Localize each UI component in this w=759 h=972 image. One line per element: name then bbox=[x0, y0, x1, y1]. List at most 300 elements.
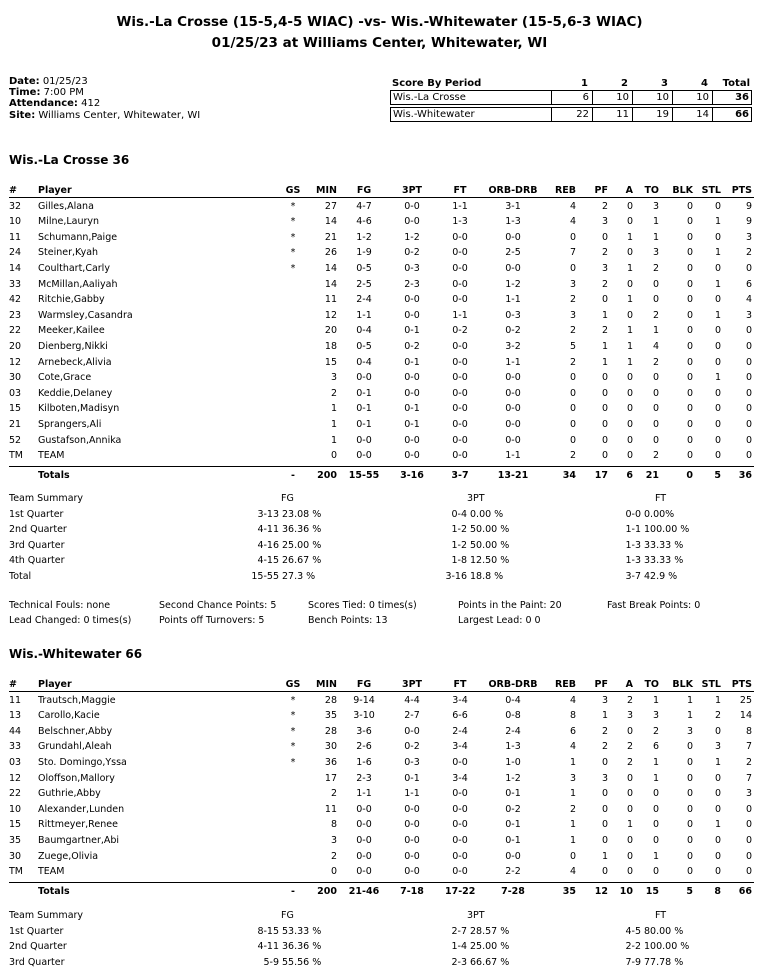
blocks: 0 bbox=[686, 200, 693, 212]
steals: 1 bbox=[714, 694, 721, 706]
personal-fouls: 2 bbox=[601, 741, 608, 753]
player-row bbox=[9, 215, 754, 231]
orb-drb: 0-2 bbox=[505, 803, 521, 815]
assists: 0 bbox=[626, 418, 633, 430]
three-pointers: 0-0 bbox=[404, 866, 420, 878]
three-pointers: 0-1 bbox=[404, 356, 420, 368]
player-row bbox=[9, 200, 754, 216]
game-subtitle: 01/25/23 at Williams Center, Whitewater, WI bbox=[211, 35, 548, 51]
blocks: 0 bbox=[686, 741, 693, 753]
assists: 1 bbox=[626, 231, 633, 243]
points: 0 bbox=[745, 866, 752, 878]
steals: 8 bbox=[714, 885, 721, 897]
three-pointers: 2-3 bbox=[404, 278, 420, 290]
blocks: 0 bbox=[686, 387, 693, 399]
score-row-visitor bbox=[390, 90, 752, 105]
ft-header: FT bbox=[655, 493, 667, 504]
personal-fouls: PF bbox=[594, 185, 608, 196]
points: PTS bbox=[731, 185, 752, 196]
totals-row bbox=[9, 885, 754, 901]
score-total: 66 bbox=[735, 109, 749, 120]
player-name: Steiner,Kyah bbox=[38, 247, 99, 259]
steals: 0 bbox=[714, 434, 721, 446]
personal-fouls: 0 bbox=[601, 372, 608, 384]
assists: 0 bbox=[626, 866, 633, 878]
free-throws: 0-0 bbox=[452, 231, 468, 243]
blocks: BLK bbox=[672, 679, 693, 690]
steals: 0 bbox=[714, 200, 721, 212]
turnovers: 1 bbox=[652, 325, 659, 337]
assists: 1 bbox=[626, 819, 633, 831]
fg-made-att: 4-11 bbox=[257, 941, 279, 953]
minutes: 20 bbox=[324, 325, 337, 337]
ft-pct: 77.78 % bbox=[644, 956, 684, 968]
three-pointers: 0-1 bbox=[404, 403, 420, 415]
field-goals: 1-6 bbox=[356, 756, 372, 768]
technical-fouls: Technical Fouls: none bbox=[9, 600, 111, 611]
rebounds: 0 bbox=[569, 434, 576, 446]
ft-pct: 80.00 % bbox=[644, 925, 684, 937]
period-3-header: 3 bbox=[661, 78, 668, 89]
free-throws: 1-1 bbox=[452, 200, 468, 212]
divider bbox=[9, 691, 754, 692]
minutes: MIN bbox=[316, 679, 337, 690]
fg-pct: 26.67 % bbox=[282, 555, 322, 567]
field-goals: 0-0 bbox=[356, 866, 372, 878]
tpt-pct: 66.67 % bbox=[470, 956, 510, 968]
free-throws: 0-0 bbox=[452, 340, 468, 352]
free-throws: 1-1 bbox=[452, 309, 468, 321]
assists: 1 bbox=[626, 356, 633, 368]
three-pointers: 3PT bbox=[401, 679, 423, 690]
ft-made-att: 2-2 bbox=[625, 941, 641, 953]
points: 2 bbox=[745, 247, 752, 259]
ft-pct: 0.00% bbox=[644, 508, 675, 520]
fg-made-att: 5-9 bbox=[263, 956, 279, 968]
personal-fouls: 0 bbox=[601, 803, 608, 815]
field-goals: 0-0 bbox=[356, 834, 372, 846]
personal-fouls: 3 bbox=[601, 694, 608, 706]
blocks: 0 bbox=[686, 403, 693, 415]
blocks: 3 bbox=[686, 725, 693, 737]
steals: 0 bbox=[714, 772, 721, 784]
three-pointers: 0-0 bbox=[404, 387, 420, 399]
points: 0 bbox=[745, 372, 752, 384]
player-row bbox=[9, 694, 754, 710]
blocks: 0 bbox=[686, 866, 693, 878]
ft-made-att: 4-5 bbox=[625, 925, 641, 937]
attendance-label: Attendance: bbox=[9, 98, 78, 110]
player-row bbox=[9, 340, 754, 356]
scores-tied: Scores Tied: 0 times(s) bbox=[308, 600, 417, 611]
team-title-home: Wis.-Whitewater 66 bbox=[9, 647, 143, 661]
three-pointers: 0-0 bbox=[404, 834, 420, 846]
three-pointers: 4-4 bbox=[404, 694, 420, 706]
personal-fouls: PF bbox=[594, 679, 608, 690]
games-started: * bbox=[290, 710, 296, 722]
personal-fouls: 0 bbox=[601, 403, 608, 415]
score-team-name: Wis.-Whitewater bbox=[393, 109, 475, 120]
score-by-period-label: Score By Period bbox=[392, 78, 482, 89]
points: 0 bbox=[745, 819, 752, 831]
field-goals: 4-7 bbox=[356, 200, 372, 212]
rebounds: 3 bbox=[569, 278, 576, 290]
team-summary-header bbox=[9, 492, 754, 508]
rebounds: 0 bbox=[569, 372, 576, 384]
score-period-4: 14 bbox=[696, 109, 709, 120]
personal-fouls: 17 bbox=[594, 469, 608, 481]
minutes: 11 bbox=[324, 294, 337, 306]
player-name: Sprangers,Ali bbox=[38, 418, 102, 430]
assists: 0 bbox=[626, 372, 633, 384]
player-name: Zuege,Olivia bbox=[38, 850, 99, 862]
assists: 0 bbox=[626, 788, 633, 800]
personal-fouls: 2 bbox=[601, 200, 608, 212]
three-pointers: 1-2 bbox=[404, 231, 420, 243]
period-2-header: 2 bbox=[621, 78, 628, 89]
score-period-2: 11 bbox=[616, 109, 629, 120]
jersey-number: 30 bbox=[9, 850, 22, 862]
points: 25 bbox=[739, 694, 752, 706]
orb-drb: 1-3 bbox=[505, 741, 521, 753]
field-goals: 0-0 bbox=[356, 850, 372, 862]
jersey-number: 14 bbox=[9, 262, 22, 274]
orb-drb: ORB-DRB bbox=[488, 185, 538, 196]
field-goals: FG bbox=[356, 185, 372, 196]
player-row bbox=[9, 418, 754, 434]
blocks: 0 bbox=[686, 231, 693, 243]
turnovers: 3 bbox=[652, 247, 659, 259]
blocks: 1 bbox=[686, 710, 693, 722]
personal-fouls: 12 bbox=[594, 885, 608, 897]
player-name: Oloffson,Mallory bbox=[38, 772, 115, 784]
free-throws: 0-0 bbox=[452, 262, 468, 274]
player-name: Cote,Grace bbox=[38, 372, 92, 384]
free-throws: 0-0 bbox=[452, 850, 468, 862]
minutes: 18 bbox=[324, 340, 337, 352]
rebounds: 8 bbox=[569, 710, 576, 722]
orb-drb: 1-0 bbox=[505, 756, 521, 768]
personal-fouls: 2 bbox=[601, 247, 608, 259]
score-period-4: 10 bbox=[696, 92, 709, 103]
free-throws: 0-0 bbox=[452, 434, 468, 446]
orb-drb: 0-0 bbox=[505, 403, 521, 415]
minutes: 11 bbox=[324, 803, 337, 815]
steals: 0 bbox=[714, 294, 721, 306]
personal-fouls: 1 bbox=[601, 710, 608, 722]
personal-fouls: 1 bbox=[601, 340, 608, 352]
free-throws: 3-4 bbox=[452, 694, 468, 706]
games-started: - bbox=[291, 469, 295, 481]
score-total: 36 bbox=[735, 92, 749, 103]
team-summary-label: Team Summary bbox=[9, 493, 84, 504]
orb-drb: ORB-DRB bbox=[488, 679, 538, 690]
fg-pct: 36.36 % bbox=[282, 524, 322, 536]
minutes: 36 bbox=[324, 756, 337, 768]
blocks: 0 bbox=[686, 372, 693, 384]
blocks: 0 bbox=[686, 340, 693, 352]
jersey-number: 03 bbox=[9, 756, 22, 768]
player-row bbox=[9, 803, 754, 819]
rebounds: 0 bbox=[569, 387, 576, 399]
quarter-label: Total bbox=[9, 570, 32, 582]
three-pointers: 0-1 bbox=[404, 325, 420, 337]
rebounds: 4 bbox=[569, 694, 576, 706]
games-started: * bbox=[290, 231, 296, 243]
minutes: 12 bbox=[324, 309, 337, 321]
three-pointers: 3-16 bbox=[400, 469, 424, 481]
three-pointers: 0-2 bbox=[404, 247, 420, 259]
points: 0 bbox=[745, 387, 752, 399]
tpt-pct: 25.00 % bbox=[470, 941, 510, 953]
tpt-made-att: 1-2 bbox=[451, 539, 467, 551]
assists: 2 bbox=[626, 741, 633, 753]
ft-made-att: 7-9 bbox=[625, 956, 641, 968]
ft-header: FT bbox=[655, 910, 667, 921]
orb-drb: 7-28 bbox=[501, 885, 525, 897]
assists: 0 bbox=[626, 450, 633, 462]
ft-made-att: 1-3 bbox=[625, 555, 641, 567]
blocks: 0 bbox=[686, 756, 693, 768]
jersey-number: # bbox=[9, 679, 17, 690]
rebounds: 1 bbox=[569, 788, 576, 800]
steals: 0 bbox=[714, 788, 721, 800]
second-chance-points: Second Chance Points: 5 bbox=[159, 600, 277, 611]
games-started: * bbox=[290, 216, 296, 228]
free-throws: 0-0 bbox=[452, 756, 468, 768]
blocks: 0 bbox=[686, 278, 693, 290]
free-throws: 0-0 bbox=[452, 247, 468, 259]
player-row bbox=[9, 371, 754, 387]
points: 9 bbox=[745, 200, 752, 212]
turnovers: 2 bbox=[652, 356, 659, 368]
minutes: 1 bbox=[330, 403, 337, 415]
points: 6 bbox=[745, 278, 752, 290]
blocks: 0 bbox=[686, 418, 693, 430]
jersey-number: 23 bbox=[9, 309, 22, 321]
fg-pct: 27.3 % bbox=[282, 570, 316, 582]
orb-drb: 3-1 bbox=[505, 200, 521, 212]
points: 7 bbox=[745, 741, 752, 753]
turnovers: 1 bbox=[652, 231, 659, 243]
player-name: TEAM bbox=[38, 450, 65, 462]
free-throws: 0-0 bbox=[452, 387, 468, 399]
ft-pct: 33.33 % bbox=[644, 539, 684, 551]
assists: 0 bbox=[626, 403, 633, 415]
divider bbox=[9, 882, 754, 883]
quarter-label: 1st Quarter bbox=[9, 508, 64, 520]
totals-row bbox=[9, 469, 754, 485]
jersey-number: 32 bbox=[9, 200, 22, 212]
player-name: Warmsley,Casandra bbox=[38, 309, 133, 321]
field-goals: 9-14 bbox=[353, 694, 375, 706]
blocks: 0 bbox=[686, 803, 693, 815]
points: 3 bbox=[745, 231, 752, 243]
rebounds: 3 bbox=[569, 772, 576, 784]
orb-drb: 0-0 bbox=[505, 434, 521, 446]
jersey-number: 22 bbox=[9, 788, 22, 800]
blocks: 0 bbox=[686, 772, 693, 784]
orb-drb: 0-0 bbox=[505, 387, 521, 399]
three-pointers: 2-7 bbox=[404, 710, 420, 722]
turnovers: 0 bbox=[652, 418, 659, 430]
tpt-pct: 50.00 % bbox=[470, 539, 510, 551]
personal-fouls: 2 bbox=[601, 725, 608, 737]
free-throws: FT bbox=[453, 679, 467, 690]
free-throws: 2-4 bbox=[452, 725, 468, 737]
turnovers: 1 bbox=[652, 694, 659, 706]
ft-pct: 42.9 % bbox=[644, 570, 678, 582]
blocks: 0 bbox=[686, 216, 693, 228]
player-name: Player bbox=[38, 185, 72, 196]
quarter-row bbox=[9, 940, 754, 956]
points: 0 bbox=[745, 418, 752, 430]
bench-points: Bench Points: 13 bbox=[308, 615, 388, 626]
orb-drb: 0-0 bbox=[505, 231, 521, 243]
minutes: 21 bbox=[324, 231, 337, 243]
three-pointers: 1-1 bbox=[404, 788, 420, 800]
jersey-number: 35 bbox=[9, 834, 22, 846]
assists: 0 bbox=[626, 803, 633, 815]
player-name: Carollo,Kacie bbox=[38, 710, 100, 722]
minutes: 30 bbox=[324, 741, 337, 753]
personal-fouls: 0 bbox=[601, 866, 608, 878]
assists: 6 bbox=[626, 469, 633, 481]
three-pointers: 0-0 bbox=[404, 803, 420, 815]
rebounds: 0 bbox=[569, 418, 576, 430]
tpt-pct: 0.00 % bbox=[470, 508, 504, 520]
player-row bbox=[9, 850, 754, 866]
field-goals: 0-0 bbox=[356, 819, 372, 831]
rebounds: 4 bbox=[569, 200, 576, 212]
player-name: Meeker,Kailee bbox=[38, 325, 105, 337]
player-name: TEAM bbox=[38, 866, 65, 878]
points: 0 bbox=[745, 340, 752, 352]
quarter-row bbox=[9, 523, 754, 539]
minutes: 14 bbox=[324, 262, 337, 274]
player-row bbox=[9, 324, 754, 340]
player-row bbox=[9, 293, 754, 309]
player-row bbox=[9, 725, 754, 741]
orb-drb: 0-0 bbox=[505, 262, 521, 274]
turnovers: 4 bbox=[652, 340, 659, 352]
rebounds: REB bbox=[554, 185, 576, 196]
turnovers: 0 bbox=[652, 294, 659, 306]
orb-drb: 1-3 bbox=[505, 216, 521, 228]
orb-drb: 1-2 bbox=[505, 278, 521, 290]
fg-pct: 36.36 % bbox=[282, 941, 322, 953]
tpt-pct: 12.50 % bbox=[470, 555, 510, 567]
turnovers: 0 bbox=[652, 434, 659, 446]
rebounds: 2 bbox=[569, 450, 576, 462]
minutes: 35 bbox=[324, 710, 337, 722]
assists: 0 bbox=[626, 200, 633, 212]
tpt-made-att: 2-7 bbox=[451, 925, 467, 937]
player-row bbox=[9, 262, 754, 278]
free-throws: 3-7 bbox=[451, 469, 469, 481]
minutes: 2 bbox=[330, 387, 337, 399]
personal-fouls: 0 bbox=[601, 434, 608, 446]
tpt-made-att: 0-4 bbox=[451, 508, 467, 520]
personal-fouls: 3 bbox=[601, 216, 608, 228]
score-row-home bbox=[390, 107, 752, 122]
steals: 0 bbox=[714, 403, 721, 415]
minutes: 28 bbox=[324, 694, 337, 706]
player-row bbox=[9, 278, 754, 294]
tpt-made-att: 1-8 bbox=[451, 555, 467, 567]
team-summary-label: Team Summary bbox=[9, 910, 84, 921]
turnovers: 6 bbox=[652, 741, 659, 753]
turnovers: 2 bbox=[652, 309, 659, 321]
blocks: 0 bbox=[686, 850, 693, 862]
rebounds: 2 bbox=[569, 356, 576, 368]
blocks: 0 bbox=[686, 469, 693, 481]
turnovers: 1 bbox=[652, 772, 659, 784]
three-pointers: 7-18 bbox=[400, 885, 424, 897]
player-row bbox=[9, 309, 754, 325]
team-title-visitor: Wis.-La Crosse 36 bbox=[9, 153, 130, 167]
minutes: 0 bbox=[330, 450, 337, 462]
free-throws: 0-0 bbox=[452, 450, 468, 462]
player-row bbox=[9, 787, 754, 803]
jersey-number: 42 bbox=[9, 294, 22, 306]
fg-made-att: 15-55 bbox=[251, 570, 279, 582]
steals: 1 bbox=[714, 278, 721, 290]
player-name: Ritchie,Gabby bbox=[38, 294, 105, 306]
points-off-turnovers: Points off Turnovers: 5 bbox=[159, 615, 265, 626]
minutes: MIN bbox=[316, 185, 337, 196]
player-row bbox=[9, 709, 754, 725]
points: 2 bbox=[745, 756, 752, 768]
free-throws: 0-0 bbox=[452, 372, 468, 384]
steals: 1 bbox=[714, 756, 721, 768]
three-pointers: 0-2 bbox=[404, 741, 420, 753]
points: 8 bbox=[745, 725, 752, 737]
free-throws: 0-0 bbox=[452, 803, 468, 815]
fg-made-att: 8-15 bbox=[257, 925, 279, 937]
assists: 0 bbox=[626, 725, 633, 737]
minutes: 28 bbox=[324, 725, 337, 737]
score-period-1: 22 bbox=[576, 109, 589, 120]
minutes: 3 bbox=[330, 834, 337, 846]
turnovers: 0 bbox=[652, 278, 659, 290]
score-period-2: 10 bbox=[616, 92, 629, 103]
blocks: 0 bbox=[686, 247, 693, 259]
date-label: Date: bbox=[9, 76, 40, 87]
field-goals: 0-1 bbox=[356, 418, 372, 430]
games-started: * bbox=[290, 725, 296, 737]
tpt-pct: 18.8 % bbox=[470, 570, 504, 582]
points: 0 bbox=[745, 356, 752, 368]
points: 14 bbox=[739, 710, 752, 722]
field-goals: 0-0 bbox=[356, 434, 372, 446]
points: 7 bbox=[745, 772, 752, 784]
jersey-number: 52 bbox=[9, 434, 22, 446]
period-1-header: 1 bbox=[581, 78, 588, 89]
player-name: Arnebeck,Alivia bbox=[38, 356, 112, 368]
quarter-label: 2nd Quarter bbox=[9, 941, 67, 953]
jersey-number: 15 bbox=[9, 403, 22, 415]
assists: 0 bbox=[626, 772, 633, 784]
steals: 0 bbox=[714, 450, 721, 462]
points: 4 bbox=[745, 294, 752, 306]
player-name: Milne,Lauryn bbox=[38, 216, 100, 228]
player-name: Gustafson,Annika bbox=[38, 434, 122, 446]
steals: 0 bbox=[714, 356, 721, 368]
steals: 0 bbox=[714, 725, 721, 737]
turnovers: 3 bbox=[652, 200, 659, 212]
rebounds: 35 bbox=[562, 885, 576, 897]
